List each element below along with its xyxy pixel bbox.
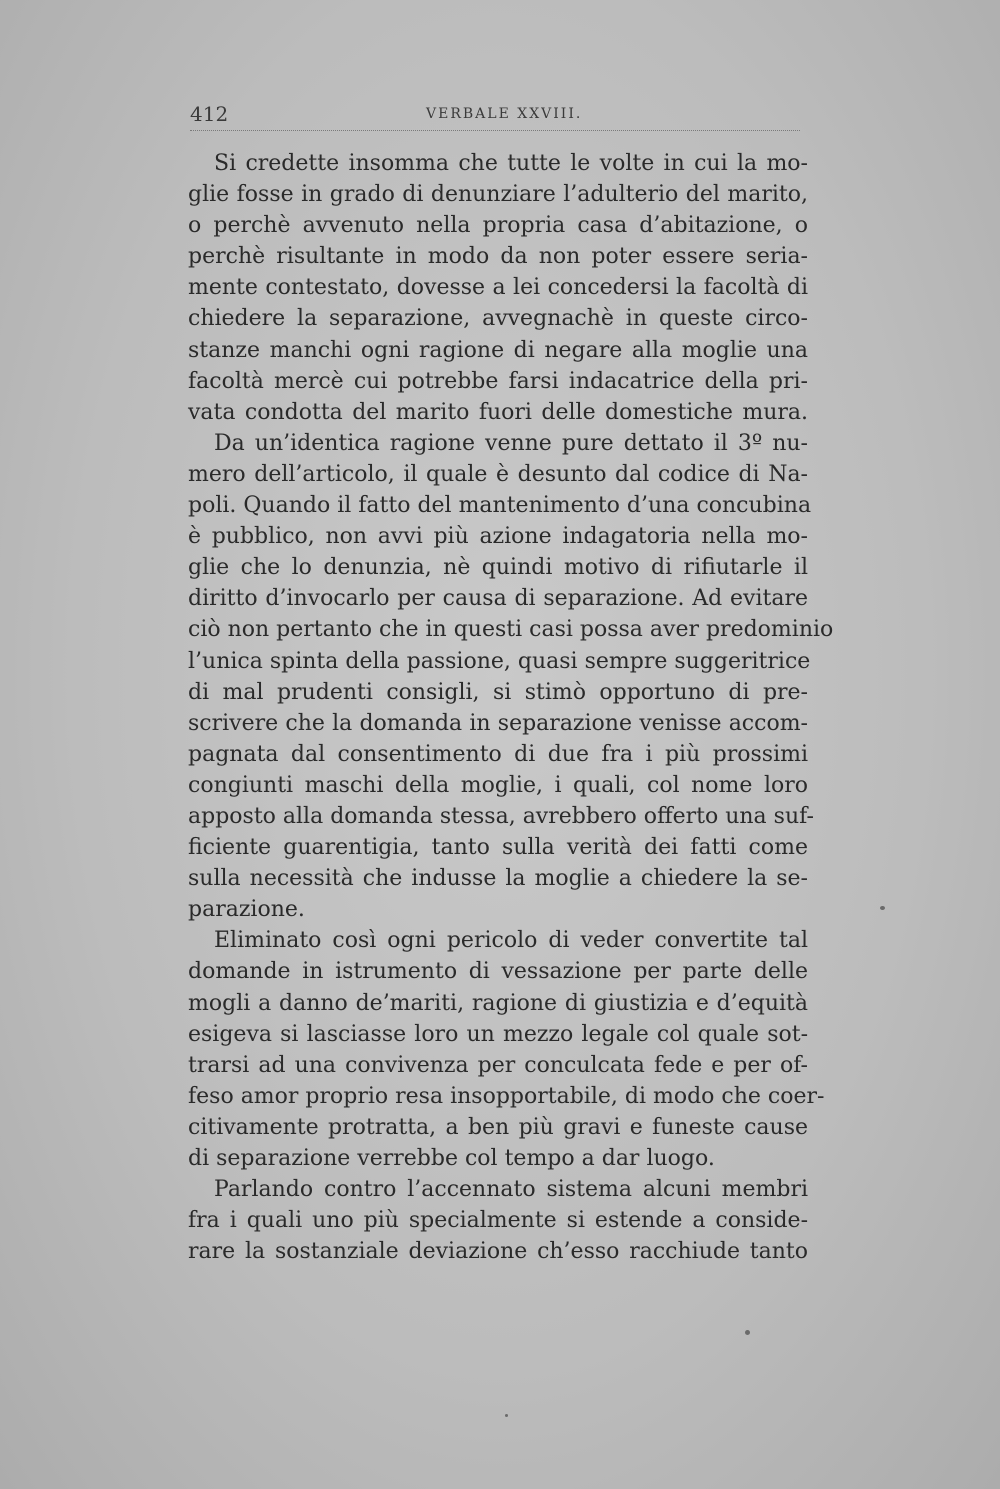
text-line: mogli a danno de’mariti, ragione di giustizia e d’equità	[188, 990, 808, 1016]
text-line: parazione.	[188, 897, 305, 923]
text-line: apposto alla domanda stessa, avrebbero offerto una suf-	[188, 803, 814, 829]
text-line: chiedere la separazione, avvegnachè in queste circo-	[188, 306, 808, 332]
text-line: mente contestato, dovesse a lei concedersi la facoltà di	[188, 275, 808, 301]
text-line: fra i quali uno più specialmente si estende a conside-	[188, 1208, 808, 1234]
text-line: poli. Quando il fatto del mantenimento d’una concubina	[188, 493, 812, 519]
text-line: Da un’identica ragione venne pure dettato il 3º nu-	[214, 430, 808, 456]
text-line: feso amor proprio resa insopportabile, di modo che coer-	[188, 1083, 825, 1109]
text-line: trarsi ad una convivenza per conculcata fede e per of-	[188, 1052, 808, 1078]
text-line: glie fosse in grado di denunziare l’adulterio del marito,	[188, 182, 808, 208]
text-line: rare la sostanziale deviazione ch’esso racchiude tanto	[188, 1239, 808, 1265]
text-line: è pubblico, non avvi più azione indagatoria nella mo-	[188, 524, 808, 550]
body-text	[188, 148, 834, 1267]
text-line: mero dell’articolo, il quale è desunto dal codice di Na-	[188, 461, 808, 487]
text-line: facoltà mercè cui potrebbe farsi indacatrice della pri-	[188, 368, 808, 394]
ink-speck	[505, 1414, 508, 1417]
text-line: vata condotta del marito fuori delle domestiche mura.	[188, 399, 808, 425]
text-line: ficiente guarentigia, tanto sulla verità dei fatti come	[188, 835, 808, 861]
text-line: Eliminato così ogni pericolo di veder convertite tal	[214, 928, 808, 954]
text-line: citivamente protratta, a ben più gravi e funeste cause	[188, 1114, 808, 1140]
text-line: congiunti maschi della moglie, i quali, col nome loro	[188, 772, 808, 798]
text-line: di separazione verrebbe col tempo a dar luogo.	[188, 1146, 715, 1171]
text-line: Parlando contro l’accennato sistema alcuni membri	[214, 1177, 808, 1203]
ink-speck	[745, 1330, 750, 1335]
running-head: VERBALE XXVIII.	[426, 106, 583, 122]
text-line: sulla necessità che indusse la moglie a chiedere la se-	[188, 866, 808, 892]
text-line: pagnata dal consentimento di due fra i più prossimi	[188, 741, 808, 767]
text-line: stanze manchi ogni ragione di negare alla moglie una	[188, 337, 808, 363]
page-header	[190, 100, 800, 131]
text-line: ciò non pertanto che in questi casi possa aver predominio	[188, 617, 834, 643]
page-number: 412	[190, 102, 229, 126]
text-line: o perchè avvenuto nella propria casa d’abitazione, o	[188, 213, 808, 239]
text-line: glie che lo denunzia, nè quindi motivo di rifiutarle il	[188, 555, 808, 581]
text-line: Si credette insomma che tutte le volte in cui la mo-	[214, 151, 808, 176]
text-line: domande in istrumento di vessazione per parte delle	[188, 959, 808, 985]
text-line: di mal prudenti consigli, si stimò opportuno di pre-	[188, 679, 808, 705]
text-line: scrivere che la domanda in separazione venisse accom-	[188, 710, 808, 736]
text-line: l’unica spinta della passione, quasi sempre suggeritrice	[188, 648, 811, 674]
ink-speck	[880, 906, 885, 910]
text-line: esigeva si lasciasse loro un mezzo legale col quale sot-	[188, 1021, 808, 1047]
text-line: perchè risultante in modo da non poter essere seria-	[188, 244, 808, 270]
text-line: diritto d’invocarlo per causa di separazione. Ad evitare	[188, 586, 808, 612]
